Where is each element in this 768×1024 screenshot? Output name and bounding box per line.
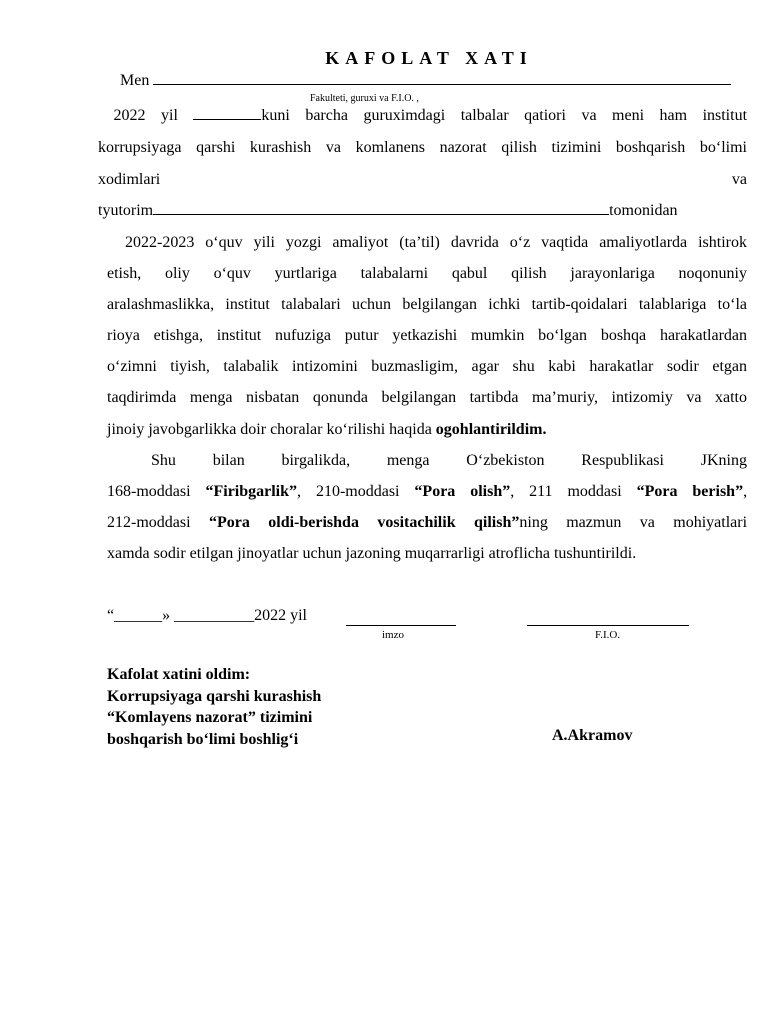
para2-line5: o‘zimni tiyish, talabalik intizomini buzmasligim, agar shu kabi harakatlar sodir etgan: [107, 358, 747, 375]
comma: ,: [743, 483, 748, 500]
para1-line2: korrupsiyaga qarshi kurashish va komlanens nazorat qilish tizimini boshqarish bo‘limi: [98, 139, 747, 156]
para3-l3-c: ning mazmun va mohiyatlari: [519, 514, 748, 531]
date-field[interactable]: “______» __________2022 yil: [107, 607, 307, 624]
fio-line[interactable]: [527, 624, 689, 626]
para1-l3-a: xodimlari: [98, 171, 161, 188]
para2-line2: etish, oliy o‘quv yurtlariga talabalarni qabul qilish jarayonlariga noqonuniy: [107, 265, 747, 282]
year-prefix: 2022 yil: [113, 107, 178, 124]
vositachilik: “Pora oldi-berishda vositachilik qilish”: [208, 514, 520, 531]
imzo-line[interactable]: [346, 624, 456, 626]
para2-line7: [107, 420, 747, 440]
tomonidan-label: tomonidan: [609, 202, 678, 219]
footer-line4: boshqarish bo‘limi boshlig‘i: [107, 730, 299, 748]
article-212: 212-moddasi: [107, 514, 191, 531]
article-210: , 210-moddasi: [297, 483, 400, 500]
imzo-label: imzo: [382, 629, 404, 641]
men-label: Men: [120, 72, 150, 89]
footer-line1: Kafolat xatini oldim:: [107, 666, 251, 683]
article-211: , 211 moddasi: [510, 483, 622, 500]
para2-line6: taqdirimda menga nisbatan qonunda belgilangan tartibda ma’muriy, intizomiy va xatto: [107, 389, 747, 406]
para2-line1: 2022-2023 o‘quv yili yozgi amaliyot (ta’til) davrida o‘z vaqtida amaliyotlarda ishtirok: [125, 234, 747, 251]
para3-line1: Shu bilan birgalikda, menga O‘zbekiston Respublikasi JKning: [151, 452, 747, 469]
faculty-hint: Fakulteti, guruxi va F.I.O. ,: [310, 93, 419, 104]
para3-line2: [107, 482, 747, 502]
para1-line4: [98, 201, 747, 221]
day-blank[interactable]: [193, 107, 261, 120]
pora-olish: “Pora olish”: [414, 483, 511, 500]
name-blank[interactable]: [153, 70, 731, 85]
tutor-blank[interactable]: [153, 202, 609, 215]
tutor-label: tyutorim: [98, 202, 154, 219]
pora-berish: “Pora berish”: [636, 483, 744, 500]
firibgarlik: “Firibgarlik”: [205, 483, 298, 500]
men-line: [120, 70, 731, 90]
para1-line1: [98, 106, 747, 126]
document-title: KAFOLAT XATI: [325, 48, 533, 68]
para2-l7-a: jinoiy javobgarlikka doir choralar ko‘rilishi haqida: [107, 421, 432, 438]
article-168: 168-moddasi: [107, 483, 191, 500]
para3-line3: [107, 513, 747, 533]
para2-line3: aralashmaslikka, institut talabalari uchun belgilangan ichki tartib-qoidalari talablariga to‘la: [107, 296, 747, 313]
fio-label: F.I.O.: [595, 629, 621, 641]
footer-line3: “Komlayens nazorat” tizimini: [107, 709, 313, 726]
signer-name: A.Akramov: [552, 727, 633, 744]
para1-l1-text: kuni barcha guruximdagi talbalar qatiori va meni ham institut: [261, 107, 748, 124]
warned-bold: ogohlantirildim.: [435, 421, 547, 438]
para1-l3-b: va: [731, 171, 747, 188]
para2-line4: rioya etishga, institut nufuziga putur yetkazishi mumkin bo‘lgan boshqa harakatlardan: [107, 327, 747, 344]
para3-line4: xamda sodir etilgan jinoyatlar uchun jazoning muqarrarligi atroflicha tushuntirildi.: [107, 545, 637, 562]
footer-line2: Korrupsiyaga qarshi kurashish: [107, 687, 322, 705]
footer-block: [107, 664, 321, 750]
para1-line3: [98, 170, 747, 190]
